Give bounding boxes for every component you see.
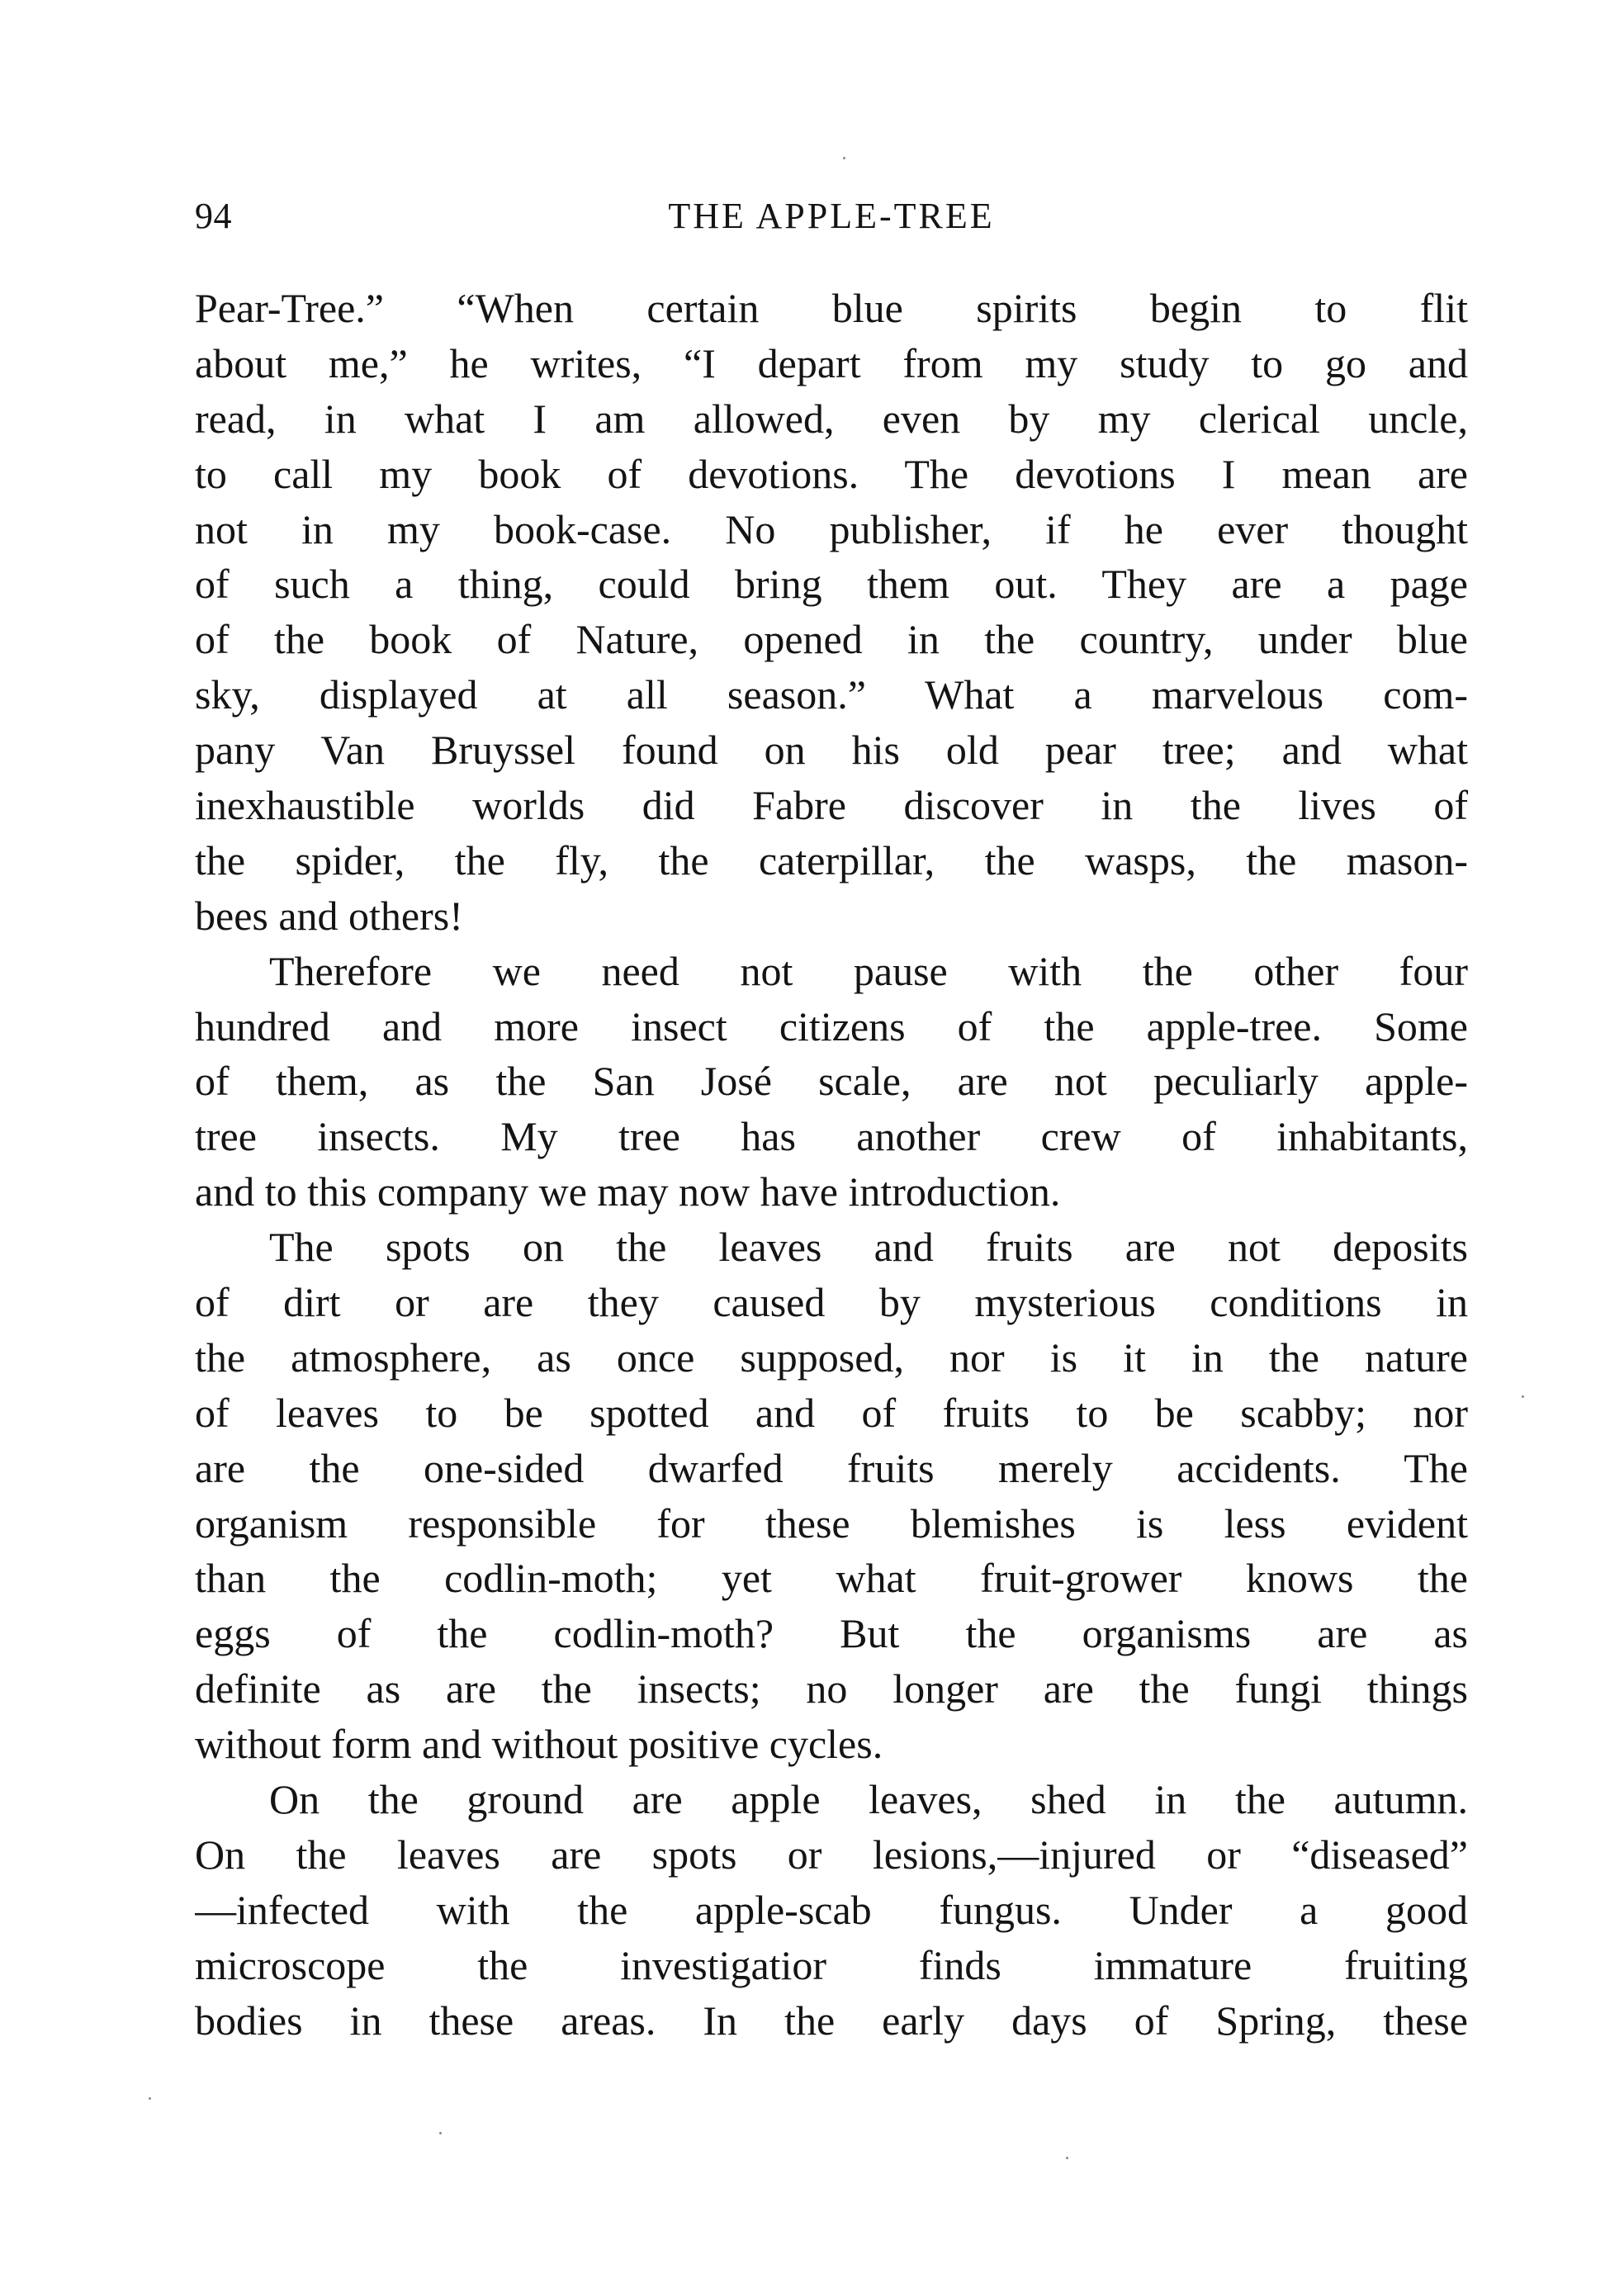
text-line: Pear-Tree.” “When certain blue spirits begin to flit [195, 285, 1468, 331]
text-line: organism responsible for these blemishes is less evident [195, 1499, 1468, 1547]
text-line: are the one-sided dwarfed fruits merely accidents. The [195, 1444, 1468, 1491]
body-text [195, 281, 1468, 2049]
text-line: not in my book-case. No publisher, if he ever thought [195, 505, 1468, 552]
running-title: THE APPLE-TREE [668, 196, 995, 236]
text-line: pany Van Bruyssel found on his old pear tree; and what [195, 727, 1468, 774]
text-line: than the codlin-moth; yet what fruit-grower knows the [195, 1555, 1468, 1602]
text-line: sky, displayed at all season.” What a marvelous com- [195, 671, 1468, 718]
text-line: inexhaustible worlds did Fabre discover in the lives of [195, 782, 1468, 829]
text-line: about me,” he writes, “I depart from my study to go and [195, 339, 1468, 386]
paper-speck [439, 2132, 442, 2134]
running-head [195, 195, 1468, 244]
text-line: to call my book of devotions. The devotions I mean are [195, 450, 1468, 497]
text-line: of dirt or are they caused by mysterious conditions in [195, 1279, 1468, 1326]
text-line: —infected with the apple-scab fungus. Under a good [195, 1886, 1468, 1933]
text-line: the atmosphere, as once supposed, nor is it in the nature [195, 1333, 1468, 1381]
paper-speck [149, 2097, 151, 2100]
text-line: hundred and more insect citizens of the apple-tree. Some [195, 1002, 1468, 1049]
text-line: eggs of the codlin-moth? But the organisms are as [195, 1610, 1468, 1657]
text-line: without form and without positive cycles. [195, 1721, 883, 1768]
text-line: microscope the investigatior finds immature fruiting [195, 1941, 1468, 1988]
text-line: On the leaves are spots or lesions,—injured or “diseased” [195, 1831, 1468, 1878]
text-line: of them, as the San José scale, are not peculiarly apple- [195, 1058, 1468, 1105]
text-line: of the book of Nature, opened in the country, under blue [195, 616, 1468, 663]
text-line: bees and others! [195, 892, 463, 939]
text-line: definite as are the insects; no longer are the fungi things [195, 1665, 1468, 1712]
text-line: bodies in these areas. In the early days of Spring, these [195, 1997, 1468, 2044]
text-line: read, in what I am allowed, even by my clerical uncle, [195, 395, 1468, 442]
paper-speck [843, 157, 845, 159]
paragraph-first-line: The spots on the leaves and fruits are not deposits [269, 1224, 1468, 1271]
text-line: of such a thing, could bring them out. They are a page [195, 561, 1468, 608]
paper-speck [1066, 2157, 1068, 2159]
paragraph-first-line: On the ground are apple leaves, shed in the autumn. [269, 1776, 1468, 1823]
text-line: tree insects. My tree has another crew of inhabitants, [195, 1113, 1468, 1160]
page-number: 94 [195, 196, 232, 236]
text-line: and to this company we may now have introduction. [195, 1168, 1061, 1215]
text-line: of leaves to be spotted and of fruits to be scabby; nor [195, 1389, 1468, 1436]
text-line: the spider, the fly, the caterpillar, the wasps, the mason- [195, 836, 1468, 883]
paragraph-first-line: Therefore we need not pause with the other four [269, 947, 1468, 994]
paper-speck [1522, 1395, 1524, 1398]
